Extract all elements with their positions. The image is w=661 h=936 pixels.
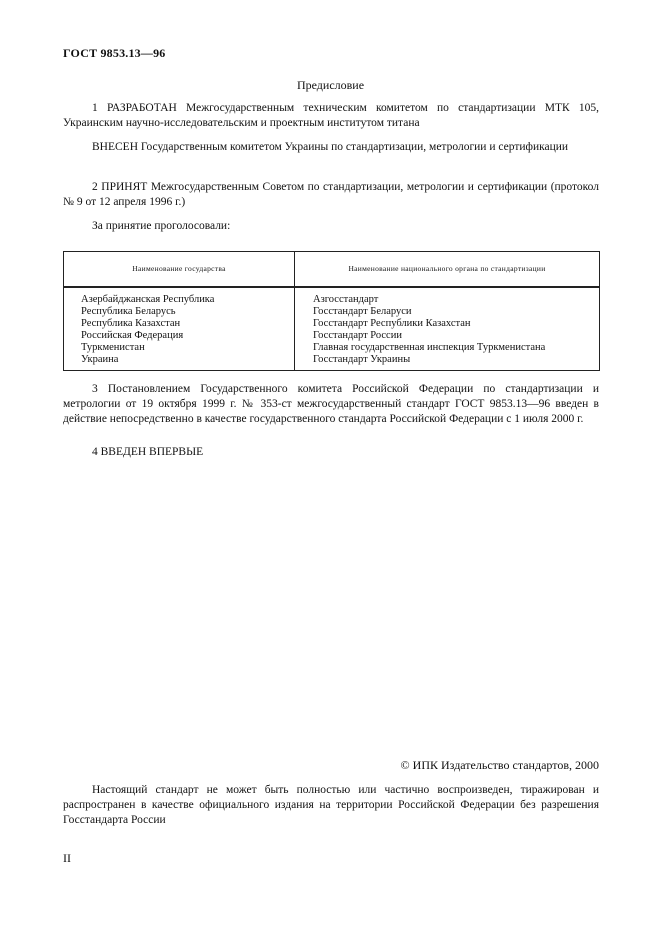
reproduction-notice: Настоящий стандарт не может быть полностью или частично воспроизведен, тиражирован и распространен в качестве официального издания на территории Российской Федерации без разрешения Госстандарта России	[63, 784, 599, 826]
copyright-notice: © ИПК Издательство стандартов, 2000	[400, 758, 599, 772]
state-cell: Украина	[64, 354, 295, 371]
column-header-standards-body: Наименование национального органа по стандартизации	[295, 252, 600, 288]
table-row	[64, 306, 600, 318]
standards-body-cell: Госстандарт Республики Казахстан	[295, 318, 600, 330]
table-header-row	[64, 252, 600, 288]
standards-body-cell: Главная государственная инспекция Туркменистана	[295, 342, 600, 354]
state-cell: Российская Федерация	[64, 330, 295, 342]
paragraph-voted-for: За принятие проголосовали:	[92, 220, 231, 232]
state-cell: Республика Беларусь	[64, 306, 295, 318]
paragraph-decree: 3 Постановлением Государственного комитета Российской Федерации по стандартизации и метрологии от 19 октября 1999 г. № 353-ст межгосударственный стандарт ГОСТ 9853.13—96 введен в действие непосредственно в качестве государственного стандарта Российской Федерации с 1 июля 2000 г.	[63, 383, 599, 425]
section-title: Предисловие	[296, 78, 365, 92]
paragraph-introduced-by: ВНЕСЕН Государственным комитетом Украины по стандартизации, метрологии и сертификации	[92, 141, 569, 153]
standards-body-cell: Азгосстандарт	[295, 287, 600, 306]
table-row	[64, 354, 600, 371]
table-row	[64, 342, 600, 354]
table-row	[64, 287, 600, 306]
table-row	[64, 330, 600, 342]
standards-body-cell: Госстандарт Беларуси	[295, 306, 600, 318]
voting-states-table	[63, 251, 600, 371]
paragraph-adopted-by: 2 ПРИНЯТ Межгосударственным Советом по стандартизации, метрологии и сертификации (протокол № 9 от 12 апреля 1996 г.)	[63, 181, 599, 208]
column-header-state: Наименование государства	[64, 252, 295, 288]
state-cell: Туркменистан	[64, 342, 295, 354]
paragraph-developed-by: 1 РАЗРАБОТАН Межгосударственным техническим комитетом по стандартизации МТК 105, Украинским научно-исследовательским и проектным институтом титана	[63, 102, 599, 129]
table-row	[64, 318, 600, 330]
standards-body-cell: Госстандарт России	[295, 330, 600, 342]
state-cell: Азербайджанская Республика	[64, 287, 295, 306]
state-cell: Республика Казахстан	[64, 318, 295, 330]
standards-body-cell: Госстандарт Украины	[295, 354, 600, 371]
document-code: ГОСТ 9853.13—96	[63, 46, 166, 60]
paragraph-first-introduced: 4 ВВЕДЕН ВПЕРВЫЕ	[92, 446, 204, 458]
page-number: II	[63, 851, 71, 865]
